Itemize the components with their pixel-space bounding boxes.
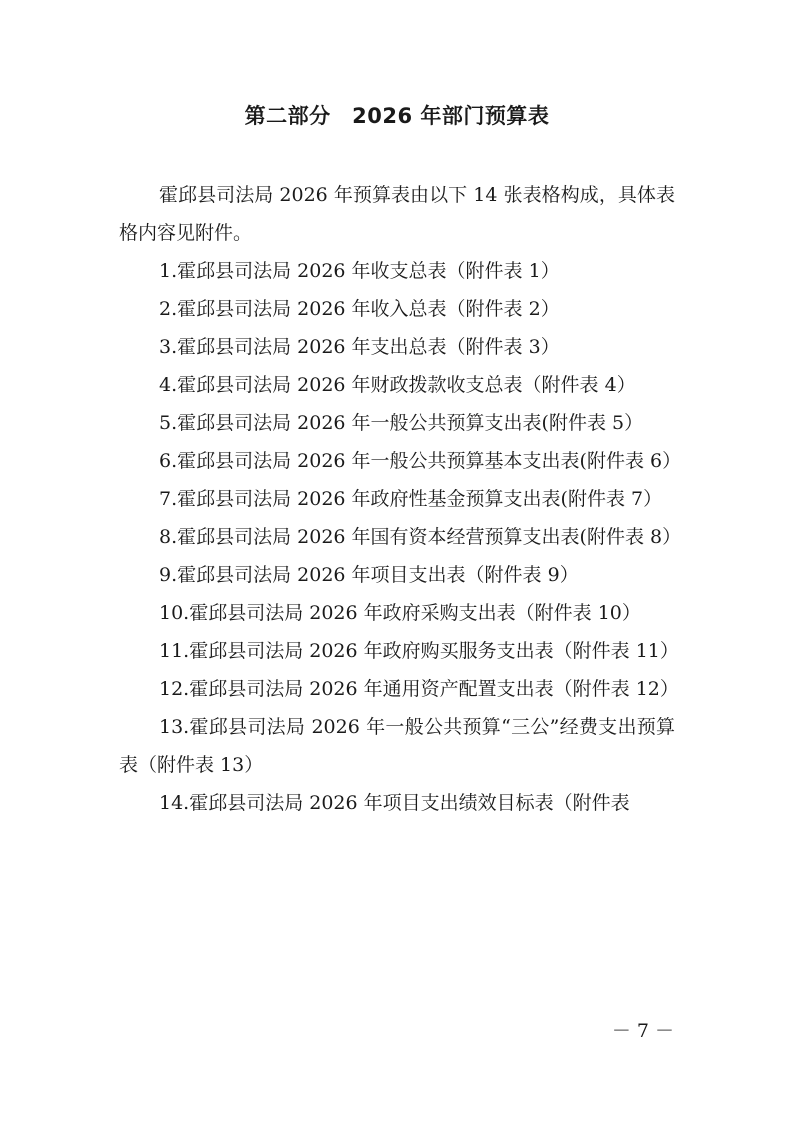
list-item: 8.霍邱县司法局 2026 年国有资本经营预算支出表(附件表 8） xyxy=(159,526,682,548)
list-item: 10.霍邱县司法局 2026 年政府采购支出表（附件表 10） xyxy=(159,602,641,624)
list-item: 4.霍邱县司法局 2026 年财政拨款收支总表（附件表 4） xyxy=(159,374,636,396)
section-body xyxy=(119,176,682,822)
list-item: 1.霍邱县司法局 2026 年收支总表（附件表 1） xyxy=(159,260,560,282)
list-item: 7.霍邱县司法局 2026 年政府性基金预算支出表(附件表 7） xyxy=(159,488,663,510)
intro-paragraph: 霍邱县司法局 2026 年预算表由以下 14 张表格构成，具体表格内容见附件。 xyxy=(119,184,675,244)
list-item: 3.霍邱县司法局 2026 年支出总表（附件表 3） xyxy=(159,336,560,358)
list-item: 12.霍邱县司法局 2026 年通用资产配置支出表（附件表 12） xyxy=(159,678,679,700)
list-item: 6.霍邱县司法局 2026 年一般公共预算基本支出表(附件表 6） xyxy=(159,450,682,472)
list-item: 2.霍邱县司法局 2026 年收入总表（附件表 2） xyxy=(159,298,560,320)
list-item: 5.霍邱县司法局 2026 年一般公共预算支出表(附件表 5） xyxy=(159,412,644,434)
list-item: 13.霍邱县司法局 2026 年一般公共预算“三公”经费支出预算表（附件表 13） xyxy=(119,716,675,776)
page-number: － 7 － xyxy=(611,1020,674,1042)
list-item: 9.霍邱县司法局 2026 年项目支出表（附件表 9） xyxy=(159,564,579,586)
section-title: 第二部分 2026 年部门预算表 xyxy=(244,104,550,128)
list-item: 14.霍邱县司法局 2026 年项目支出绩效目标表（附件表 xyxy=(159,792,630,814)
list-item: 11.霍邱县司法局 2026 年政府购买服务支出表（附件表 11） xyxy=(159,640,679,662)
